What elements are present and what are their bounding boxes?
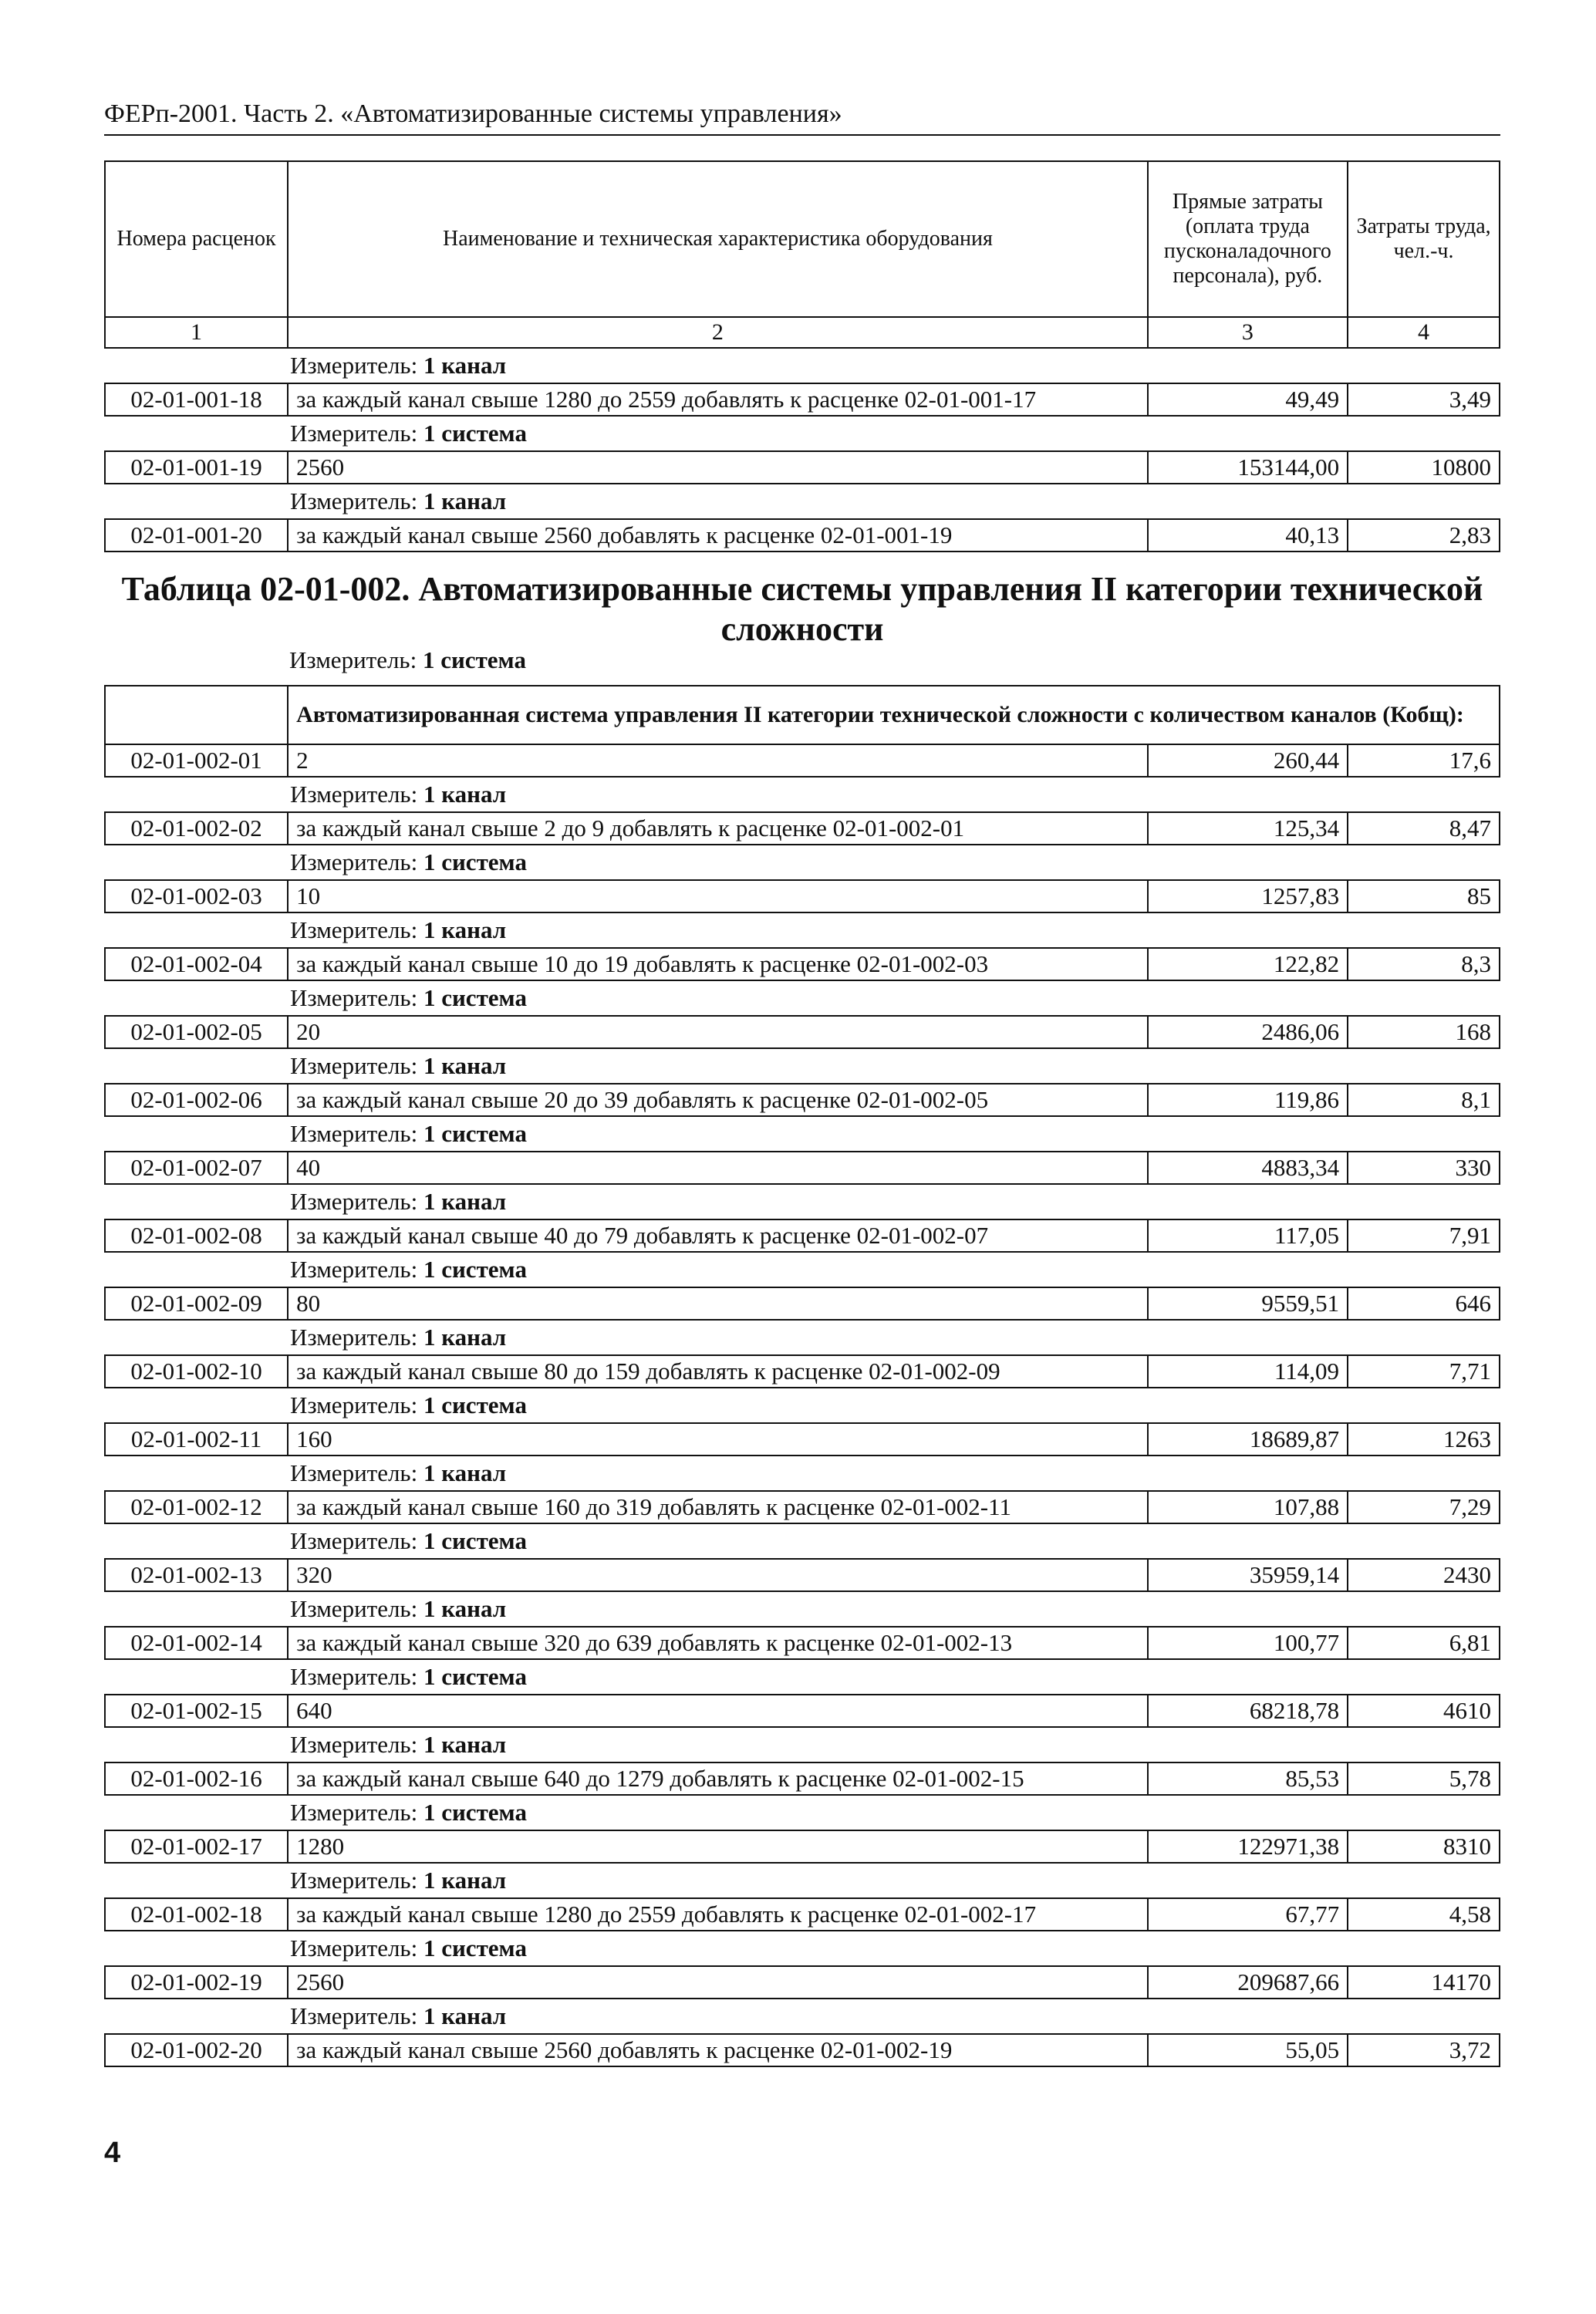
measure-prefix: Измеритель: — [290, 1188, 418, 1215]
labor-cost: 646 — [1348, 1287, 1500, 1320]
direct-cost: 18689,87 — [1148, 1423, 1348, 1456]
doc-code: ФЕРп-2001. — [104, 100, 238, 128]
measure-row — [105, 1863, 1500, 1898]
measure-row — [105, 348, 1500, 383]
measure-row — [105, 1184, 1500, 1219]
measure-unit: 1 канал — [423, 352, 507, 379]
measure-prefix: Измеритель: — [290, 1391, 418, 1418]
direct-cost: 35959,14 — [1148, 1559, 1348, 1591]
direct-cost: 114,09 — [1148, 1355, 1348, 1388]
direct-cost: 122,82 — [1148, 948, 1348, 980]
measure-prefix: Измеритель: — [290, 1799, 418, 1826]
labor-cost: 5,78 — [1348, 1762, 1500, 1795]
direct-cost: 55,05 — [1148, 2034, 1348, 2066]
measure-unit: 1 система — [423, 1663, 527, 1690]
measure-label — [105, 1320, 1500, 1355]
measure-prefix: Измеритель: — [290, 1052, 418, 1079]
measure-prefix: Измеритель: — [290, 916, 418, 943]
measure-unit: 1 система — [423, 848, 527, 875]
measure-unit: 1 система — [423, 1256, 527, 1283]
measure-prefix: Измеритель: — [290, 487, 418, 514]
table-row — [105, 1016, 1500, 1048]
table-row — [105, 1695, 1500, 1727]
measure-unit: 1 система — [423, 1120, 527, 1147]
rate-code: 02-01-002-19 — [105, 1966, 288, 1999]
rate-name: за каждый канал свыше 2560 добавлять к расценке 02-01-002-19 — [288, 2034, 1148, 2066]
measure-unit: 1 система — [423, 420, 527, 447]
rate-name: 2560 — [288, 1966, 1148, 1999]
measure-label — [105, 1591, 1500, 1627]
rate-code: 02-01-002-02 — [105, 812, 288, 845]
direct-cost: 2486,06 — [1148, 1016, 1348, 1048]
measure-unit: 1 система — [422, 646, 526, 673]
rate-code: 02-01-002-15 — [105, 1695, 288, 1727]
direct-cost: 67,77 — [1148, 1898, 1348, 1931]
labor-cost: 4,58 — [1348, 1898, 1500, 1931]
measure-unit: 1 система — [423, 984, 527, 1011]
rate-name: 20 — [288, 1016, 1148, 1048]
table-1-body — [105, 348, 1500, 552]
labor-cost: 2,83 — [1348, 519, 1500, 552]
measure-label — [105, 1252, 1500, 1287]
table-row — [105, 812, 1500, 845]
rate-name: 40 — [288, 1152, 1148, 1184]
measure-row — [105, 416, 1500, 451]
table-row — [105, 948, 1500, 980]
measure-label — [105, 1795, 1500, 1830]
measure-row — [105, 1252, 1500, 1287]
rates-table-1 — [104, 160, 1500, 552]
measure-prefix: Измеритель: — [290, 1935, 418, 1962]
rate-name: за каждый канал свыше 1280 до 2559 добавлять к расценке 02-01-001-17 — [288, 383, 1148, 416]
measure-prefix: Измеритель: — [290, 1595, 418, 1622]
table-row — [105, 1966, 1500, 1999]
measure-unit: 1 канал — [423, 1867, 507, 1894]
measure-unit: 1 канал — [423, 1595, 507, 1622]
measure-label — [105, 1999, 1500, 2034]
rate-code: 02-01-002-05 — [105, 1016, 288, 1048]
column-number: 1 — [105, 317, 288, 348]
table-row — [105, 1355, 1500, 1388]
group-description: Автоматизированная система управления II категории технической сложности с количеством каналов (Кобщ): — [288, 686, 1500, 744]
table-row — [105, 451, 1500, 484]
measure-row — [105, 1727, 1500, 1762]
column-header-labor: Затраты труда, чел.-ч. — [1348, 161, 1500, 317]
measure-row — [105, 845, 1500, 880]
rate-code: 02-01-002-16 — [105, 1762, 288, 1795]
rate-name: за каждый канал свыше 40 до 79 добавлять к расценке 02-01-002-07 — [288, 1219, 1148, 1252]
table-row — [105, 1898, 1500, 1931]
measure-label — [105, 1456, 1500, 1491]
column-header-code: Номера расценок — [105, 161, 288, 317]
measure-unit: 1 канал — [423, 916, 507, 943]
direct-cost: 117,05 — [1148, 1219, 1348, 1252]
measure-row — [105, 777, 1500, 812]
labor-cost: 7,71 — [1348, 1355, 1500, 1388]
table-row — [105, 1559, 1500, 1591]
rate-code: 02-01-002-08 — [105, 1219, 288, 1252]
rate-name: за каждый канал свыше 2 до 9 добавлять к расценке 02-01-002-01 — [288, 812, 1148, 845]
column-header-name: Наименование и техническая характеристика оборудования — [288, 161, 1148, 317]
measure-prefix: Измеритель: — [290, 848, 418, 875]
measure-label — [105, 912, 1500, 948]
table-row — [105, 1762, 1500, 1795]
measure-row — [105, 1999, 1500, 2034]
measure-unit: 1 система — [423, 1799, 527, 1826]
rate-code: 02-01-001-19 — [105, 451, 288, 484]
rate-name: 2560 — [288, 451, 1148, 484]
rate-name: 10 — [288, 880, 1148, 912]
measure-prefix: Измеритель: — [290, 352, 418, 379]
measure-row — [105, 1456, 1500, 1491]
rate-name: за каждый канал свыше 10 до 19 добавлять к расценке 02-01-002-03 — [288, 948, 1148, 980]
labor-cost: 8310 — [1348, 1830, 1500, 1863]
measure-label — [105, 1931, 1500, 1966]
measure-row — [105, 1659, 1500, 1695]
measure-label — [105, 484, 1500, 519]
blank-cell — [105, 686, 288, 744]
rate-code: 02-01-002-14 — [105, 1627, 288, 1659]
table-row — [105, 744, 1500, 777]
direct-cost: 49,49 — [1148, 383, 1348, 416]
measure-prefix: Измеритель: — [290, 1731, 418, 1758]
rate-name: за каждый канал свыше 1280 до 2559 добавлять к расценке 02-01-002-17 — [288, 1898, 1148, 1931]
direct-cost: 9559,51 — [1148, 1287, 1348, 1320]
labor-cost: 3,72 — [1348, 2034, 1500, 2066]
measure-row — [105, 484, 1500, 519]
direct-cost: 119,86 — [1148, 1084, 1348, 1116]
group-description-row — [105, 686, 1500, 744]
measure-unit: 1 канал — [423, 1459, 507, 1486]
measure-label — [105, 1727, 1500, 1762]
labor-cost: 2430 — [1348, 1559, 1500, 1591]
direct-cost: 85,53 — [1148, 1762, 1348, 1795]
direct-cost: 107,88 — [1148, 1491, 1348, 1523]
rate-code: 02-01-002-11 — [105, 1423, 288, 1456]
measure-label — [105, 1116, 1500, 1152]
table-row — [105, 2034, 1500, 2066]
measure-unit: 1 система — [423, 1935, 527, 1962]
measure-unit: 1 канал — [423, 2002, 507, 2029]
rate-name: 640 — [288, 1695, 1148, 1727]
measure-label — [105, 1388, 1500, 1423]
labor-cost: 8,3 — [1348, 948, 1500, 980]
rate-name: за каждый канал свыше 160 до 319 добавлять к расценке 02-01-002-11 — [288, 1491, 1148, 1523]
rate-code: 02-01-002-18 — [105, 1898, 288, 1931]
labor-cost: 330 — [1348, 1152, 1500, 1184]
measure-label — [105, 1659, 1500, 1695]
labor-cost: 10800 — [1348, 451, 1500, 484]
labor-cost: 14170 — [1348, 1966, 1500, 1999]
measure-unit: 1 канал — [423, 781, 507, 808]
rate-name: за каждый канал свыше 640 до 1279 добавлять к расценке 02-01-002-15 — [288, 1762, 1148, 1795]
table-row — [105, 519, 1500, 552]
measure-unit: 1 система — [423, 1527, 527, 1554]
direct-cost: 40,13 — [1148, 519, 1348, 552]
measure-row — [105, 1320, 1500, 1355]
labor-cost: 168 — [1348, 1016, 1500, 1048]
measure-label — [105, 1863, 1500, 1898]
rate-name: за каждый канал свыше 80 до 159 добавлять к расценке 02-01-002-09 — [288, 1355, 1148, 1388]
table-row — [105, 1084, 1500, 1116]
rate-name: за каждый канал свыше 2560 добавлять к расценке 02-01-001-19 — [288, 519, 1148, 552]
rate-name: 320 — [288, 1559, 1148, 1591]
column-header-row — [105, 161, 1500, 317]
table-row — [105, 1491, 1500, 1523]
table-row — [105, 1830, 1500, 1863]
measure-row — [105, 1591, 1500, 1627]
labor-cost: 3,49 — [1348, 383, 1500, 416]
measure-row — [105, 1388, 1500, 1423]
page-number: 4 — [104, 2137, 121, 2169]
table-row — [105, 1423, 1500, 1456]
measure-row — [105, 912, 1500, 948]
rate-name: за каждый канал свыше 20 до 39 добавлять к расценке 02-01-002-05 — [288, 1084, 1148, 1116]
labor-cost: 6,81 — [1348, 1627, 1500, 1659]
rate-name: 160 — [288, 1423, 1148, 1456]
measure-prefix: Измеритель: — [289, 646, 417, 673]
rate-code: 02-01-002-20 — [105, 2034, 288, 2066]
measure-prefix: Измеритель: — [290, 420, 418, 447]
rate-name: 2 — [288, 744, 1148, 777]
column-number: 2 — [288, 317, 1148, 348]
measure-prefix: Измеритель: — [290, 781, 418, 808]
table-row — [105, 880, 1500, 912]
measure-unit: 1 канал — [423, 1324, 507, 1351]
table-row — [105, 1152, 1500, 1184]
measure-label — [105, 1523, 1500, 1559]
rate-code: 02-01-002-09 — [105, 1287, 288, 1320]
measure-unit: 1 система — [423, 1391, 527, 1418]
labor-cost: 7,29 — [1348, 1491, 1500, 1523]
direct-cost: 153144,00 — [1148, 451, 1348, 484]
measure-label — [105, 777, 1500, 812]
measure-row — [105, 980, 1500, 1016]
column-header-cost: Прямые затраты (оплата труда пусконаладочного персонала), руб. — [1148, 161, 1348, 317]
rate-code: 02-01-002-01 — [105, 744, 288, 777]
measure-label — [105, 980, 1500, 1016]
direct-cost: 100,77 — [1148, 1627, 1348, 1659]
table-row — [105, 1627, 1500, 1659]
labor-cost: 7,91 — [1348, 1219, 1500, 1252]
rate-name: за каждый канал свыше 320 до 639 добавлять к расценке 02-01-002-13 — [288, 1627, 1148, 1659]
rate-code: 02-01-001-18 — [105, 383, 288, 416]
rate-name: 1280 — [288, 1830, 1148, 1863]
rate-code: 02-01-002-13 — [105, 1559, 288, 1591]
labor-cost: 17,6 — [1348, 744, 1500, 777]
measure-label — [105, 416, 1500, 451]
measure-unit: 1 канал — [423, 1052, 507, 1079]
measure-prefix: Измеритель: — [290, 1459, 418, 1486]
direct-cost: 260,44 — [1148, 744, 1348, 777]
measure-label — [105, 348, 1500, 383]
measure-prefix: Измеритель: — [290, 2002, 418, 2029]
measure-unit: 1 канал — [423, 1731, 507, 1758]
measure-prefix: Измеритель: — [290, 1663, 418, 1690]
measure-unit: 1 канал — [423, 1188, 507, 1215]
column-number: 3 — [1148, 317, 1348, 348]
measure-label — [105, 845, 1500, 880]
measure-prefix: Измеритель: — [290, 1324, 418, 1351]
measure-prefix: Измеритель: — [290, 984, 418, 1011]
table-2-title: Таблица 02-01-002. Автоматизированные системы управления II категории технической сложности — [121, 570, 1483, 648]
rate-code: 02-01-002-17 — [105, 1830, 288, 1863]
labor-cost: 8,47 — [1348, 812, 1500, 845]
measure-row — [105, 1048, 1500, 1084]
table-row — [105, 1287, 1500, 1320]
table-row — [105, 1219, 1500, 1252]
measure-prefix: Измеритель: — [290, 1256, 418, 1283]
measure-prefix: Измеритель: — [290, 1120, 418, 1147]
measure-row — [105, 1795, 1500, 1830]
rate-name: 80 — [288, 1287, 1148, 1320]
labor-cost: 85 — [1348, 880, 1500, 912]
direct-cost: 4883,34 — [1148, 1152, 1348, 1184]
doc-title: «Автоматизированные системы управления» — [340, 100, 842, 128]
measure-label — [289, 646, 526, 674]
labor-cost: 4610 — [1348, 1695, 1500, 1727]
direct-cost: 122971,38 — [1148, 1830, 1348, 1863]
rate-code: 02-01-002-06 — [105, 1084, 288, 1116]
labor-cost: 8,1 — [1348, 1084, 1500, 1116]
column-number: 4 — [1348, 317, 1500, 348]
measure-label — [105, 1048, 1500, 1084]
table-row — [105, 383, 1500, 416]
rate-code: 02-01-002-10 — [105, 1355, 288, 1388]
measure-prefix: Измеритель: — [290, 1867, 418, 1894]
direct-cost: 209687,66 — [1148, 1966, 1348, 1999]
labor-cost: 1263 — [1348, 1423, 1500, 1456]
measure-unit: 1 канал — [423, 487, 507, 514]
direct-cost: 125,34 — [1148, 812, 1348, 845]
doc-part: Часть 2. — [244, 100, 334, 128]
measure-prefix: Измеритель: — [290, 1527, 418, 1554]
page-header — [104, 99, 1500, 136]
rates-table-2 — [104, 685, 1500, 2067]
rate-code: 02-01-001-20 — [105, 519, 288, 552]
rate-code: 02-01-002-03 — [105, 880, 288, 912]
measure-row — [105, 1116, 1500, 1152]
measure-label — [105, 1184, 1500, 1219]
rate-code: 02-01-002-04 — [105, 948, 288, 980]
table-2-body — [105, 686, 1500, 2066]
column-number-row — [105, 317, 1500, 348]
rate-code: 02-01-002-07 — [105, 1152, 288, 1184]
direct-cost: 68218,78 — [1148, 1695, 1348, 1727]
measure-row — [105, 1523, 1500, 1559]
direct-cost: 1257,83 — [1148, 880, 1348, 912]
rate-code: 02-01-002-12 — [105, 1491, 288, 1523]
measure-row — [105, 1931, 1500, 1966]
